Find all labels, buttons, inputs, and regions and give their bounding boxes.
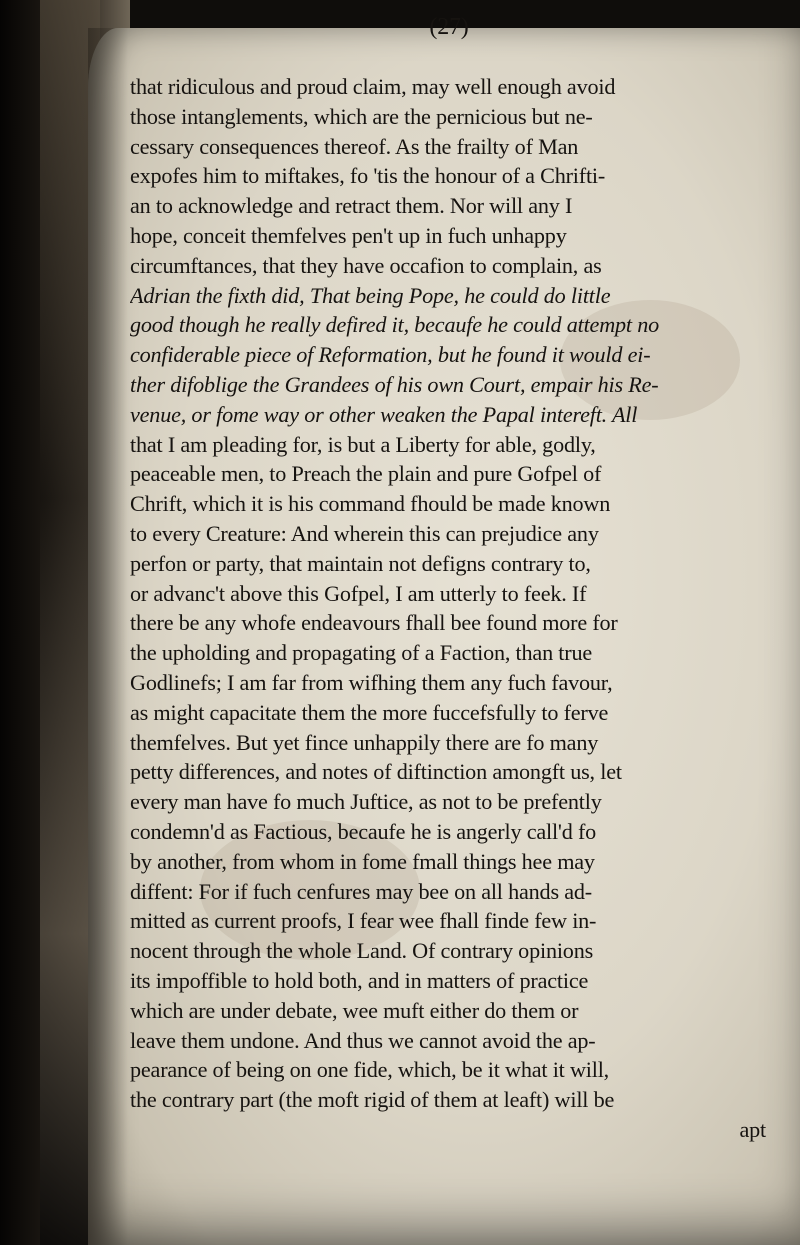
text-line: pearance of being on one fide, which, be it what it will, — [130, 1057, 610, 1083]
text-line: or advanc't above this Gofpel, I am utterly to feek. If — [130, 580, 587, 606]
text-line: every man have fo much Juftice, as not to be prefently — [130, 789, 602, 815]
text-line: its impoffible to hold both, and in matters of practice — [130, 967, 589, 993]
italic-text-line: ther difoblige the Grandees of his own Court, empair his Re- — [130, 371, 659, 397]
text-line: diffent: For if fuch cenfures may bee on all hands ad- — [130, 878, 592, 904]
text-line: the upholding and propagating of a Faction, than true — [130, 640, 593, 666]
text-line: Chrift, which it is his command fhould be made known — [130, 491, 611, 517]
italic-text-line: confiderable piece of Reformation, but he found it would ei- — [130, 342, 651, 368]
text-line: cessary consequences thereof. As the frailty of Man — [130, 133, 579, 159]
text-line: circumftances, that they have occafion to complain, as — [130, 252, 602, 278]
text-line: which are under debate, wee muft either do them or — [130, 997, 579, 1023]
italic-text-line: venue, or fome way or other weaken the Papal intereft. All — [130, 401, 638, 427]
catchword: apt — [739, 1116, 766, 1142]
italic-text-line: Adrian the fixth did, That being Pope, he could do little — [130, 282, 611, 308]
text-line: condemn'd as Factious, becaufe he is angerly call'd fo — [130, 818, 597, 844]
text-line: mitted as current proofs, I fear wee fhall finde few in- — [130, 908, 597, 934]
text-line: to every Creature: And wherein this can prejudice any — [130, 520, 599, 546]
text-line: perfon or party, that maintain not defigns contrary to, — [130, 550, 591, 576]
text-line: Godlinefs; I am far from wifhing them any fuch favour, — [130, 669, 613, 695]
text-line: by another, from whom in fome fmall things hee may — [130, 848, 595, 874]
text-line: leave them undone. And thus we cannot avoid the ap- — [130, 1027, 596, 1053]
page-number: (27) — [429, 14, 469, 40]
text-line: as might capacitate them the more fuccefsfully to ferve — [130, 699, 609, 725]
text-line: those intanglements, which are the pernicious but ne- — [130, 103, 593, 129]
page-text-block — [130, 14, 768, 1145]
text-line: themfelves. But yet fince unhappily there are fo many — [130, 729, 599, 755]
text-line: an to acknowledge and retract them. Nor will any I — [130, 193, 573, 219]
page-curl-shadow — [88, 28, 128, 1245]
text-line: petty differences, and notes of diftinction amongft us, let — [130, 759, 622, 785]
text-line: that I am pleading for, is but a Liberty for able, godly, — [130, 431, 596, 457]
italic-text-line: good though he really defired it, becaufe he could attempt no — [130, 312, 660, 338]
text-line: the contrary part (the moft rigid of them at leaft) will be — [130, 1087, 615, 1113]
text-line: nocent through the whole Land. Of contrary opinions — [130, 938, 594, 964]
text-line: peaceable men, to Preach the plain and pure Gofpel of — [130, 461, 602, 487]
text-line: that ridiculous and proud claim, may well enough avoid — [130, 74, 616, 99]
text-line: there be any whofe endeavours fhall bee found more for — [130, 610, 618, 636]
text-line: hope, conceit themfelves pen't up in fuch unhappy — [130, 222, 567, 248]
text-line: expofes him to miftakes, fo 'tis the honour of a Chrifti- — [130, 163, 606, 189]
